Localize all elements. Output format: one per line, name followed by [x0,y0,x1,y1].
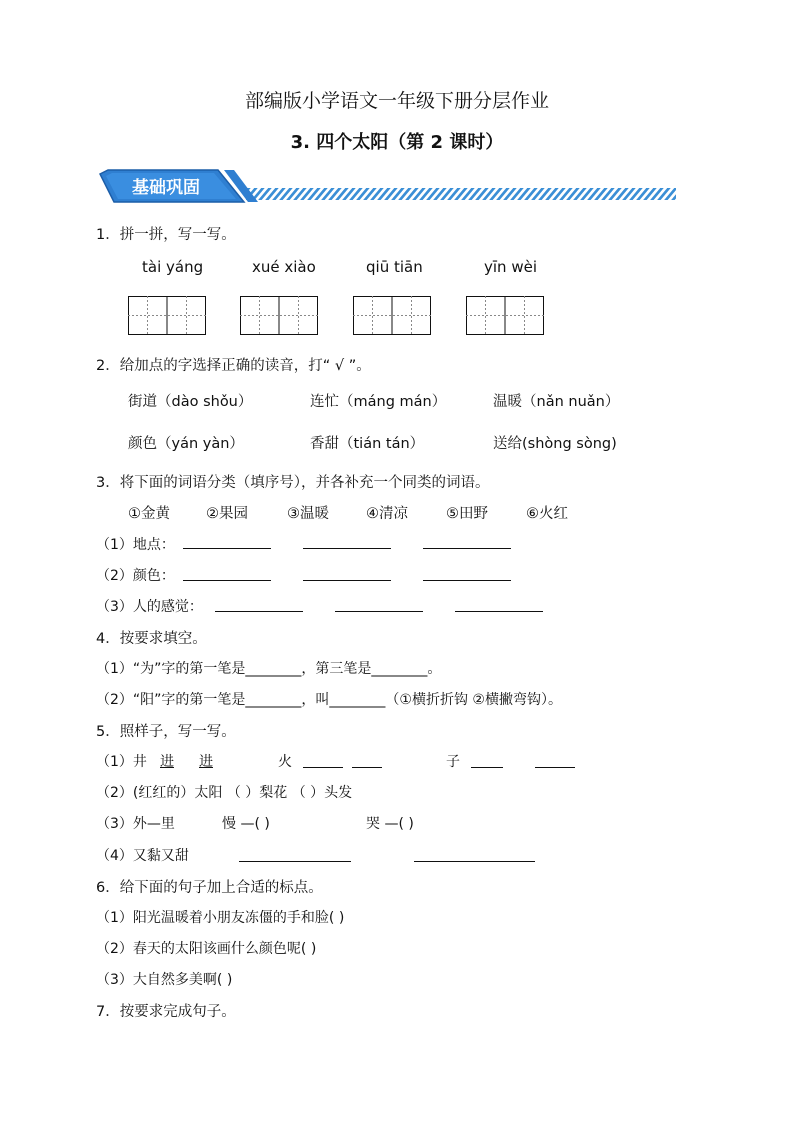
q3-word-4: ④清凉 [366,506,408,522]
q5-row1-prefix: （1）井 [96,754,147,770]
q3-color-blank-1[interactable] [183,579,271,581]
q2-title: 2．给加点的字选择正确的读音，打“ √ ”。 [96,358,371,374]
q3-row-feeling: （3）人的感觉： [96,599,203,615]
q3-word-1: ①金黄 [128,506,170,522]
q2-item-4[interactable]: 颜色（yán yàn） [128,436,244,452]
q4-line-2[interactable]: （2）“阳”字的第一笔是________，叫________（①横折折钩 ②横撇弯钩）。 [96,692,562,708]
q3-row-color: （2）颜色： [96,568,175,584]
q4-title: 4．按要求填空。 [96,631,207,647]
q5-row4-blank-1[interactable] [239,860,351,862]
q3-word-2: ②果园 [206,506,248,522]
q3-word-5: ⑤田野 [446,506,488,522]
q2-item-6[interactable]: 送给(shòng sòng) [493,436,617,452]
q5-title: 5．照样子，写一写。 [96,724,236,740]
q1-pinyin-4: yīn wèi [484,258,537,276]
q2-item-3[interactable]: 温暖（nǎn nuǎn） [493,394,620,410]
q5-row4: （4）又黏又甜 [96,848,189,864]
q5-fire-blank-1[interactable] [303,766,343,768]
q1-title: 1．拼一拼，写一写。 [96,227,236,243]
q1-pinyin-2: xué xiào [252,258,316,276]
lesson-title: 3. 四个太阳（第 2 课时） [290,132,504,153]
q5-row1-example-1: 进 [160,754,174,770]
q3-title: 3．将下面的词语分类（填序号），并各补充一个同类的词语。 [96,475,490,491]
q5-row3-example: （3）外—里 [96,816,175,832]
q6-item-1[interactable]: （1）阳光温暖着小朋友冻僵的手和脸( ) [96,910,345,926]
q1-writing-grid-1[interactable] [128,296,206,335]
q7-title: 7．按要求完成句子。 [96,1004,236,1020]
q1-writing-grid-3[interactable] [353,296,431,335]
q2-item-2[interactable]: 连忙（máng mán） [310,394,447,410]
q3-feeling-blank-2[interactable] [335,610,423,612]
document-title: 部编版小学语文一年级下册分层作业 [244,90,549,112]
q2-item-5[interactable]: 香甜（tián tán） [310,436,425,452]
q3-place-blank-2[interactable] [303,547,391,549]
q1-writing-grid-2[interactable] [240,296,318,335]
q4-line-1[interactable]: （1）“为”字的第一笔是________，第三笔是________。 [96,661,442,677]
q3-word-3: ③温暖 [287,506,329,522]
q3-place-blank-3[interactable] [423,547,511,549]
q5-zi-blank-1[interactable] [471,766,503,768]
q5-fire-blank-2[interactable] [352,766,382,768]
q5-row1-char-fire: 火 [278,754,292,770]
q3-color-blank-3[interactable] [423,579,511,581]
q3-color-blank-2[interactable] [303,579,391,581]
q5-row1-example-2: 进 [199,754,213,770]
q5-row3-cry[interactable]: 哭 —( ) [366,816,414,832]
q2-item-1[interactable]: 街道（dào shǒu） [128,394,253,410]
section-label: 基础巩固 [132,178,200,198]
q5-row4-blank-2[interactable] [414,860,535,862]
q3-row-place: （1）地点： [96,537,175,553]
q5-zi-blank-2[interactable] [535,766,575,768]
q1-pinyin-3: qiū tiān [366,258,423,276]
q3-feeling-blank-1[interactable] [215,610,303,612]
q5-row1-char-zi: 子 [446,754,460,770]
q1-pinyin-1: tài yáng [142,258,204,276]
q6-title: 6．给下面的句子加上合适的标点。 [96,880,323,896]
q1-writing-grid-4[interactable] [466,296,544,335]
section-banner [96,168,676,208]
q3-feeling-blank-3[interactable] [455,610,543,612]
q6-item-2[interactable]: （2）春天的太阳该画什么颜色呢( ) [96,941,317,957]
q3-word-6: ⑥火红 [526,506,568,522]
q5-row3-slow[interactable]: 慢 —( ) [222,816,270,832]
q6-item-3[interactable]: （3）大自然多美啊( ) [96,972,233,988]
q5-row2[interactable]: （2）(红红的）太阳 （ ）梨花 （ ）头发 [96,785,353,801]
q3-place-blank-1[interactable] [183,547,271,549]
